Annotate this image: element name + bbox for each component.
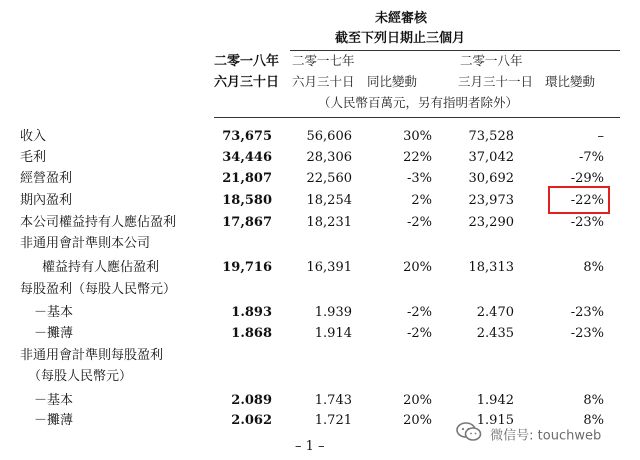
cell-col5: – (597, 129, 604, 144)
cell-col4: 30,692 (468, 171, 514, 186)
cell-col1: 19,716 (222, 260, 272, 275)
cell-col2: 18,254 (306, 193, 352, 208)
cell-col5: -23% (570, 305, 604, 320)
cell-col5: -23% (570, 326, 604, 341)
header-period-line: 截至下列日期止三個月 (335, 31, 466, 46)
cell-col4: 37,042 (468, 150, 514, 165)
row-label: （每股人民幣元） (28, 369, 133, 384)
cell-col4: 23,290 (468, 215, 514, 230)
col5-label: 環比變動 (545, 74, 596, 89)
cell-col4: 73,528 (468, 129, 514, 144)
cell-col3: 22% (403, 150, 432, 165)
row-label: 非通用會計準則每股盈利 (20, 348, 164, 363)
cell-col4: 18,313 (468, 260, 514, 275)
cell-col5: -23% (570, 215, 604, 230)
cell-col2: 1.914 (314, 326, 352, 341)
cell-col2: 1.743 (314, 393, 352, 408)
cell-col4: 2.435 (476, 326, 514, 341)
cell-col1: 17,867 (222, 215, 272, 230)
cell-col1: 1.893 (231, 305, 272, 320)
row-label: 收入 (20, 129, 47, 144)
cell-col5: -22% (570, 193, 604, 208)
col1-year: 二零一八年 (214, 54, 280, 69)
cell-col5: 8% (583, 260, 604, 275)
cell-col1: 34,446 (222, 150, 272, 165)
cell-col2: 1.939 (314, 305, 352, 320)
cell-col3: -2% (406, 305, 432, 320)
cell-col2: 18,231 (306, 215, 352, 230)
row-label: 經營盈利 (20, 171, 73, 186)
cell-col2: 22,560 (306, 171, 352, 186)
cell-col5: -7% (578, 150, 604, 165)
cell-col3: 20% (403, 393, 432, 408)
cell-col4: 1.942 (476, 393, 514, 408)
wechat-icon (456, 422, 482, 446)
col2-year: 二零一七年 (292, 53, 355, 68)
page-number: – 1 – (295, 439, 325, 454)
cell-col1: 2.089 (231, 393, 272, 408)
watermark-text: 微信号: touchweb (490, 428, 602, 444)
cell-col1: 18,580 (222, 193, 272, 208)
header-unaudited: 未經審核 (375, 11, 428, 26)
wechat-watermark (456, 422, 601, 446)
row-label: 毛利 (20, 150, 47, 165)
row-label: 本公司權益持有人應佔盈利 (20, 215, 177, 230)
row-label: －攤薄 (34, 413, 74, 428)
cell-col3: -2% (406, 215, 432, 230)
cell-col3: 30% (403, 129, 432, 144)
col2-date: 六月三十日 (292, 74, 355, 89)
col3-label: 同比變動 (367, 74, 418, 89)
row-label: 每股盈利（每股人民幣元） (20, 282, 177, 297)
cell-col5: -29% (570, 171, 604, 186)
unit-note: （人民幣百萬元，另有指明者除外） (318, 95, 519, 110)
cell-col3: 2% (411, 193, 432, 208)
cell-col5: 8% (583, 413, 604, 428)
row-label: 非通用會計準則本公司 (20, 236, 151, 251)
cell-col4: 23,973 (468, 193, 514, 208)
cell-col1: 1.868 (231, 326, 272, 341)
cell-col2: 28,306 (306, 150, 352, 165)
highlight-box (548, 186, 610, 214)
cell-col3: -3% (406, 171, 432, 186)
row-label: －基本 (34, 393, 74, 408)
row-label: 期內盈利 (20, 193, 73, 208)
cell-col3: 20% (403, 260, 432, 275)
col4-year: 二零一八年 (460, 53, 523, 68)
cell-col5: 8% (583, 393, 604, 408)
col1-date: 六月三十日 (214, 75, 280, 90)
cell-col2: 16,391 (306, 260, 352, 275)
cell-col3: -2% (406, 326, 432, 341)
cell-col4: 2.470 (476, 305, 514, 320)
row-label: －基本 (34, 305, 74, 320)
cell-col4: 1.915 (476, 413, 514, 428)
col4-date: 三月三十一日 (458, 74, 534, 89)
cell-col2: 56,606 (306, 129, 352, 144)
row-label: 權益持有人應佔盈利 (42, 260, 160, 275)
cell-col1: 21,807 (222, 171, 272, 186)
cell-col2: 1.721 (314, 413, 352, 428)
cell-col1: 73,675 (222, 129, 272, 144)
unit-underline (214, 117, 620, 118)
cell-col3: 20% (403, 413, 432, 428)
cell-col1: 2.062 (231, 413, 272, 428)
row-label: －攤薄 (34, 326, 74, 341)
header-underline (290, 50, 620, 51)
